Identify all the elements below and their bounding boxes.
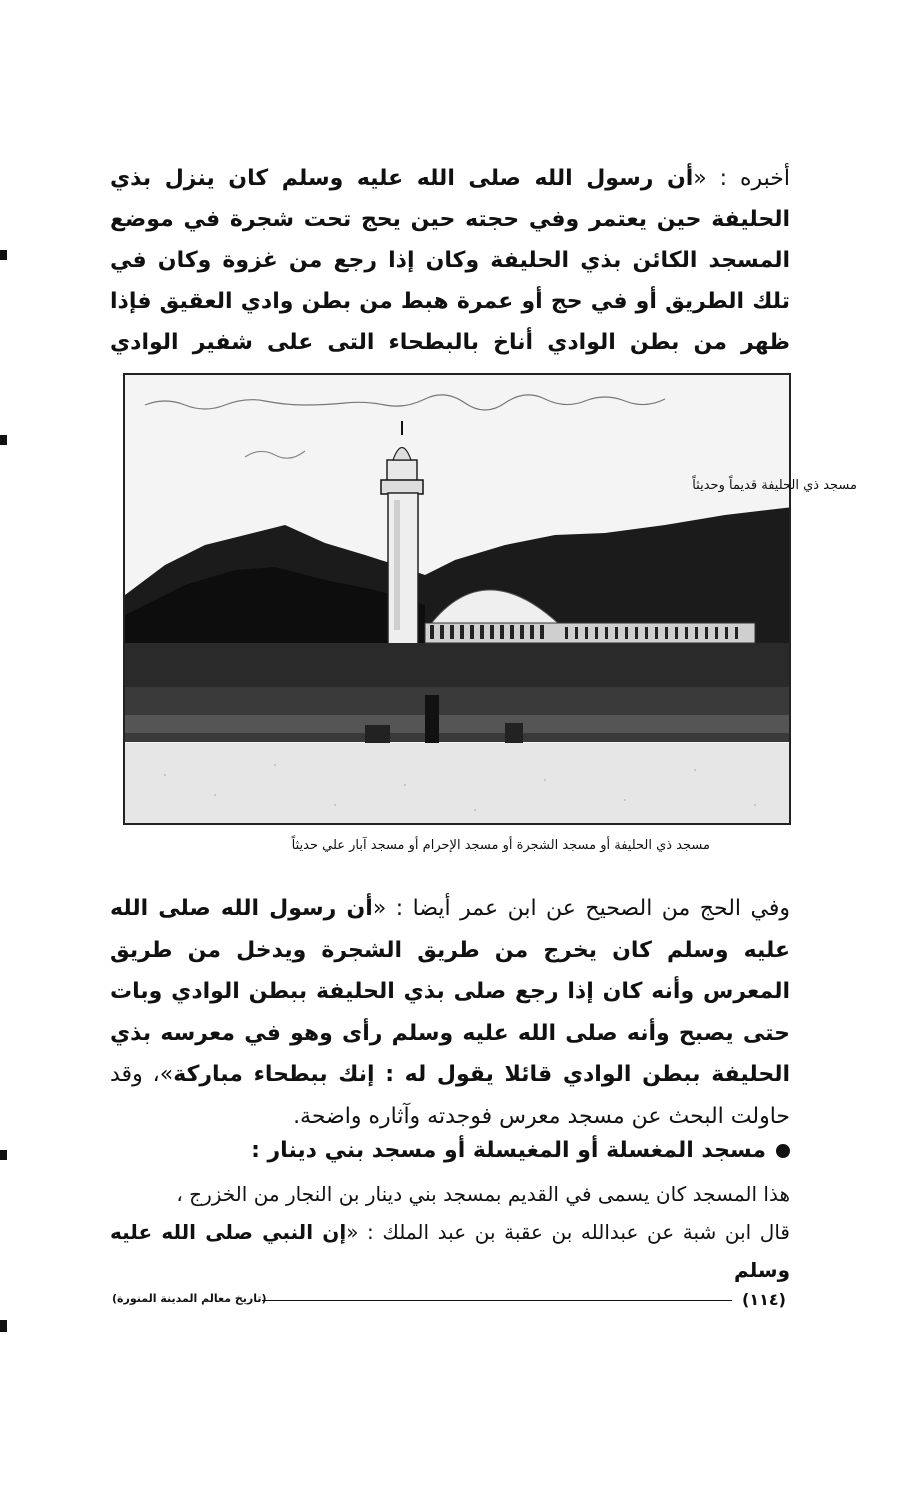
paragraph-2-intro: وفي الحج من الصحيح عن ابن عمر أيضا : « <box>372 896 790 921</box>
paragraph-3 <box>110 1175 790 1289</box>
footer-book-title: (تاريخ معالم المدينة المنورة) <box>112 1292 267 1305</box>
page-number: (١١٤) <box>742 1290 786 1309</box>
photo-inner-label: مسجد ذي الحليفة قديماً وحديثاً <box>692 478 857 493</box>
mosque-photo <box>123 373 791 825</box>
section-heading-text: مسجد المغسلة أو المغيسلة أو مسجد بني دينار : <box>251 1138 766 1163</box>
footer-rule <box>262 1300 732 1301</box>
section-heading <box>110 1133 790 1169</box>
scan-edge-mark <box>0 1150 7 1160</box>
paragraph-2-quote: أن رسول الله صلى الله عليه وسلم كان يخرج من طريق الشجرة ويدخل من طريق المعرس وأنه كان إذا رجع صلى بذي الحليفة ببطن الوادي وبات حتى يصبح وأنه صلى الله عليه وسلم رأى وهو في معرسه بذي الحليفة ببطن الوادي قائلا يقول له : إنك ببطحاء مباركة <box>110 896 791 1087</box>
mosque-photo-drawing <box>125 375 791 825</box>
paragraph-1 <box>110 158 790 404</box>
photo-caption: مسجد ذي الحليفة أو مسجد الشجرة أو مسجد الإحرام أو مسجد آبار علي حديثاً <box>291 838 710 853</box>
paragraph-3-quote: إن النبي صلى الله عليه وسلم <box>110 1220 790 1282</box>
paragraph-1-intro: أخبره : « <box>693 166 791 191</box>
paragraph-2-tail: »، وقد حاولت البحث عن مسجد معرس فوجدته وآثاره واضحة. <box>110 1062 790 1129</box>
paragraph-3-line2: قال ابن شبة عن عبدالله بن عقبة بن عبد الملك : « <box>346 1220 790 1244</box>
paragraph-2 <box>110 888 790 1137</box>
scan-edge-mark <box>0 1320 7 1332</box>
bullet-icon <box>776 1144 790 1158</box>
paragraph-1-quote: أن رسول الله صلى الله عليه وسلم كان ينزل بذي الحليفة حين يعتمر وفي حجته حين يحج تحت شجرة في موضع المسجد الكائن بذي الحليفة وكان إذا رجع من غزوة وكان في تلك الطريق أو في حج أو عمرة هبط من بطن وادي العقيق فإذا ظهر من بطن الوادي أناخ بالبطحاء التى على شفير الوادي <box>110 166 790 355</box>
scan-edge-mark <box>0 250 7 260</box>
scan-edge-mark <box>0 435 7 445</box>
paragraph-3-line1: هذا المسجد كان يسمى في القديم بمسجد بني دينار بن النجار من الخزرج ، <box>176 1182 790 1206</box>
